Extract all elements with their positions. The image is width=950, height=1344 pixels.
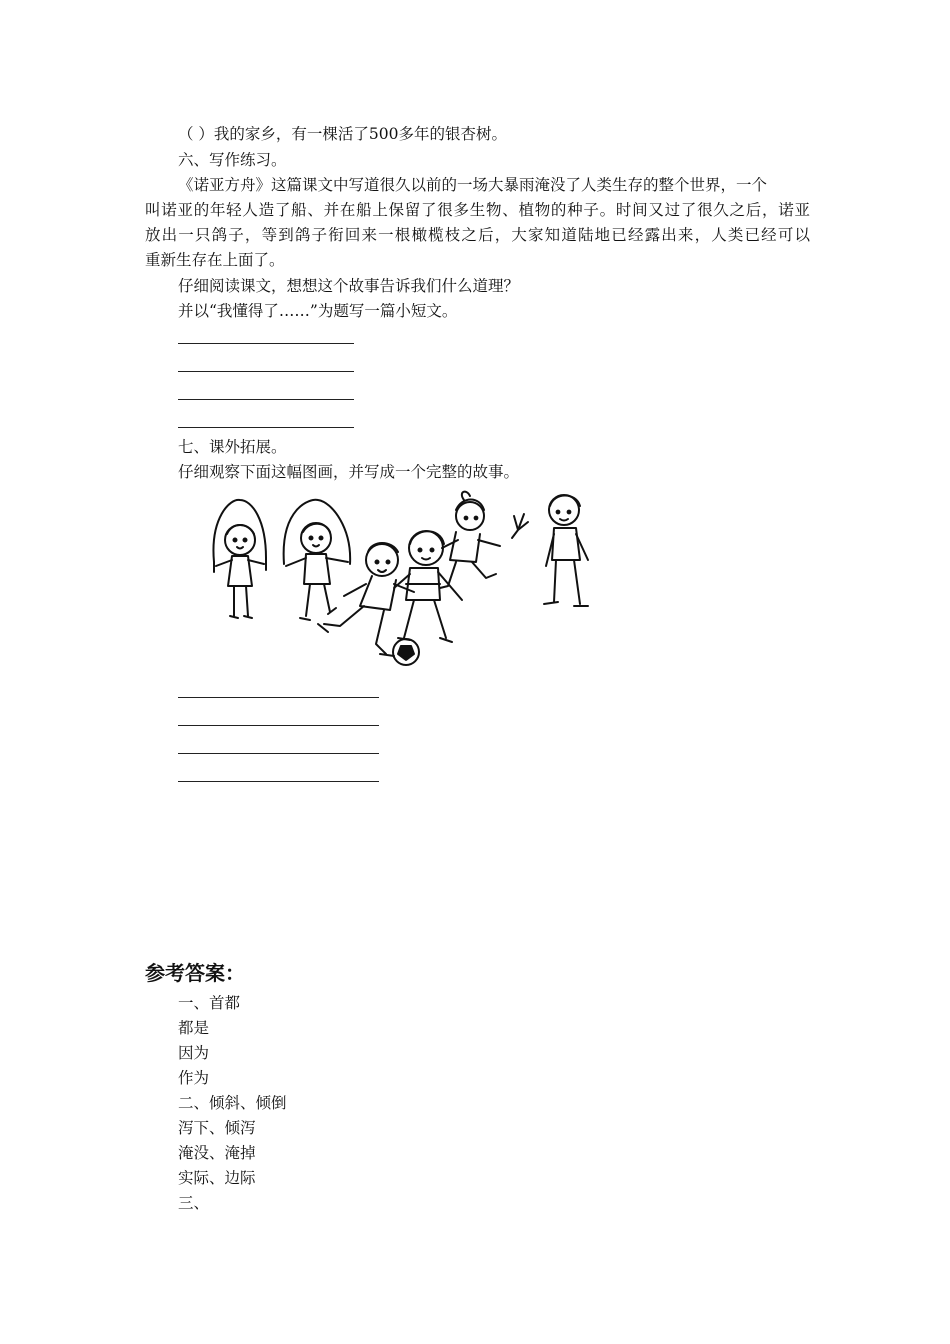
answer-item: 泻下、倾泻 <box>178 1119 256 1137</box>
section-title-extension: 七、课外拓展。 <box>178 438 287 456</box>
answer-item: 淹没、淹掉 <box>178 1144 256 1162</box>
paragraph-line: 叫诺亚的年轻人造了船、并在船上保留了很多生物、植物的种子。时间又过了很久之后，诺亚 <box>145 201 810 219</box>
paragraph-line: 重新生存在上面了。 <box>145 251 285 269</box>
question-text: 仔细阅读课文，想想这个故事告诉我们什么道理？ <box>178 277 520 295</box>
answer-item: 实际、边际 <box>178 1169 256 1187</box>
answer-line <box>178 781 379 782</box>
answer-line <box>178 343 354 344</box>
answer-item: 二、倾斜、倾倒 <box>178 1094 287 1112</box>
soccer-ball-icon <box>393 639 419 665</box>
girl-jump-rope-left <box>213 500 266 618</box>
answer-line <box>178 427 354 428</box>
question-text: 并以“我懂得了……”为题写一篇小短文。 <box>178 302 458 320</box>
answer-line <box>178 371 354 372</box>
banana-peel-icon <box>512 514 528 538</box>
boy-standing <box>544 495 588 606</box>
answer-item: 都是 <box>178 1019 210 1037</box>
answer-line <box>178 725 379 726</box>
girl-with-ponytail <box>440 492 500 588</box>
answer-item: 因为 <box>178 1044 210 1062</box>
answer-item: 三、 <box>178 1194 210 1212</box>
exercise-item: （ ）我的家乡，有一棵活了500多年的银杏树。 <box>178 125 508 143</box>
answer-line <box>178 697 379 698</box>
paragraph-line: 放出一只鸽子，等到鸽子衔回来一根橄榄枝之后，大家知道陆地已经露出来，人类已经可以 <box>145 226 810 244</box>
instruction-text: 仔细观察下面这幅图画，并写成一个完整的故事。 <box>178 463 520 481</box>
section-title-writing: 六、写作练习。 <box>178 151 287 169</box>
answer-line <box>178 399 354 400</box>
children-playing-illustration <box>200 488 600 672</box>
girl-jump-rope-right <box>284 500 351 620</box>
answer-item: 一、首都 <box>178 994 241 1012</box>
answer-line <box>178 753 379 754</box>
paragraph-line: 《诺亚方舟》这篇课文中写道很久以前的一场大暴雨淹没了人类生存的整个世界，一个 <box>178 176 768 194</box>
answers-title: 参考答案： <box>145 961 245 985</box>
answer-item: 作为 <box>178 1069 210 1087</box>
